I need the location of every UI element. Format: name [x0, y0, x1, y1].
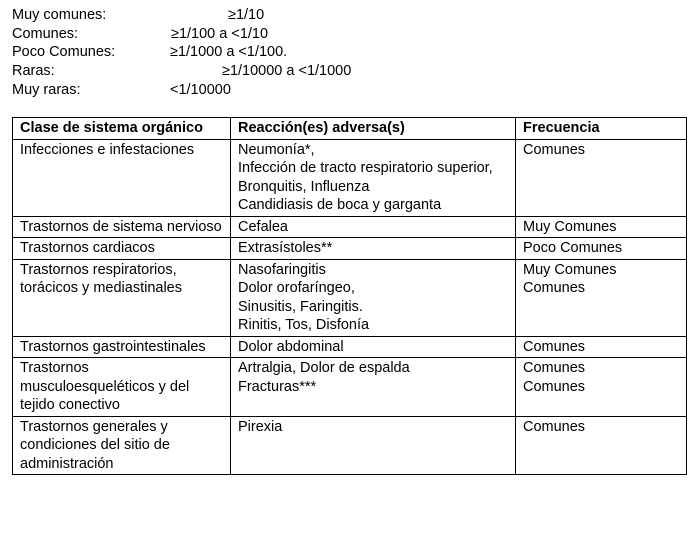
organ-class-cell: Trastornos cardiacos: [13, 238, 231, 260]
organ-class-cell: Trastornos respiratorios, torácicos y mediastinales: [13, 259, 231, 336]
reactions-cell: [231, 358, 516, 417]
frequency-cell: [516, 259, 687, 336]
organ-class-cell: Trastornos musculoesqueléticos y del tejido conectivo: [13, 358, 231, 417]
reaction: Fracturas***: [238, 378, 317, 395]
frequency: Poco Comunes: [523, 240, 623, 256]
frequency-cell: [516, 416, 687, 475]
frequency-cell: [516, 139, 687, 216]
frequency: Muy Comunes: [523, 261, 617, 278]
legend-value: ≥1/10: [228, 7, 265, 23]
table-row: [13, 259, 687, 336]
table-row: [13, 416, 687, 475]
reaction: Extrasístoles**: [238, 240, 333, 256]
header-frequency: Frecuencia: [516, 118, 687, 140]
reaction: Rinitis, Tos, Disfonía: [238, 317, 370, 333]
legend-label: Comunes:: [12, 26, 79, 42]
table-row: [13, 139, 687, 216]
reaction: Dolor orofaríngeo,: [238, 280, 355, 296]
frequency: Comunes: [523, 280, 586, 296]
table-row: [13, 216, 687, 238]
adverse-reactions-table: [12, 117, 687, 475]
reactions-cell: [231, 139, 516, 216]
table-row: [13, 358, 687, 417]
frequency: Comunes: [523, 418, 586, 435]
legend-label: Muy comunes:: [12, 7, 107, 23]
table-row: [13, 336, 687, 358]
frequency: Comunes: [523, 141, 586, 158]
reaction: Candidiasis de boca y garganta: [238, 197, 442, 213]
legend-value: ≥1/10000 a <1/1000: [222, 63, 352, 79]
reactions-cell: [231, 259, 516, 336]
reaction: Bronquitis, Influenza: [238, 178, 370, 195]
reaction: Pirexia: [238, 418, 283, 435]
header-reactions: Reacción(es) adversa(s): [231, 118, 516, 140]
organ-class-cell: Infecciones e infestaciones: [13, 139, 231, 216]
organ-class-cell: Trastornos generales y condiciones del sitio de administración: [13, 416, 231, 475]
reaction: Dolor abdominal: [238, 338, 344, 355]
table-row: [13, 238, 687, 260]
legend-label: Muy raras:: [12, 82, 81, 98]
organ-class-cell: Trastornos gastrointestinales: [13, 336, 231, 358]
table-header-row: [13, 118, 687, 140]
reactions-cell: [231, 336, 516, 358]
reaction: Cefalea: [238, 218, 288, 235]
reactions-cell: [231, 416, 516, 475]
frequency-cell: [516, 336, 687, 358]
organ-class-cell: Trastornos de sistema nervioso: [13, 216, 231, 238]
legend-value: ≥1/100 a <1/10: [171, 26, 269, 42]
frequency: Comunes: [523, 360, 586, 376]
reaction: Sinusitis, Faringitis.: [238, 298, 363, 315]
reactions-cell: [231, 216, 516, 238]
reactions-cell: [231, 238, 516, 260]
reaction: Artralgia, Dolor de espalda: [238, 360, 410, 376]
reaction: Neumonía*,: [238, 141, 315, 158]
legend-label: Raras:: [12, 63, 55, 79]
frequency-cell: [516, 358, 687, 417]
frequency-cell: [516, 238, 687, 260]
frequency: Muy Comunes: [523, 218, 617, 235]
frequency: Comunes: [523, 378, 586, 395]
reaction: Nasofaringitis: [238, 261, 326, 278]
legend-value: ≥1/1000 a <1/100.: [170, 44, 288, 60]
frequency: Comunes: [523, 338, 586, 355]
legend-value: <1/10000: [170, 82, 231, 98]
header-organ-class: Clase de sistema orgánico: [13, 118, 231, 140]
reaction: Infección de tracto respiratorio superior,: [238, 160, 493, 176]
legend-label: Poco Comunes:: [12, 44, 116, 60]
frequency-cell: [516, 216, 687, 238]
